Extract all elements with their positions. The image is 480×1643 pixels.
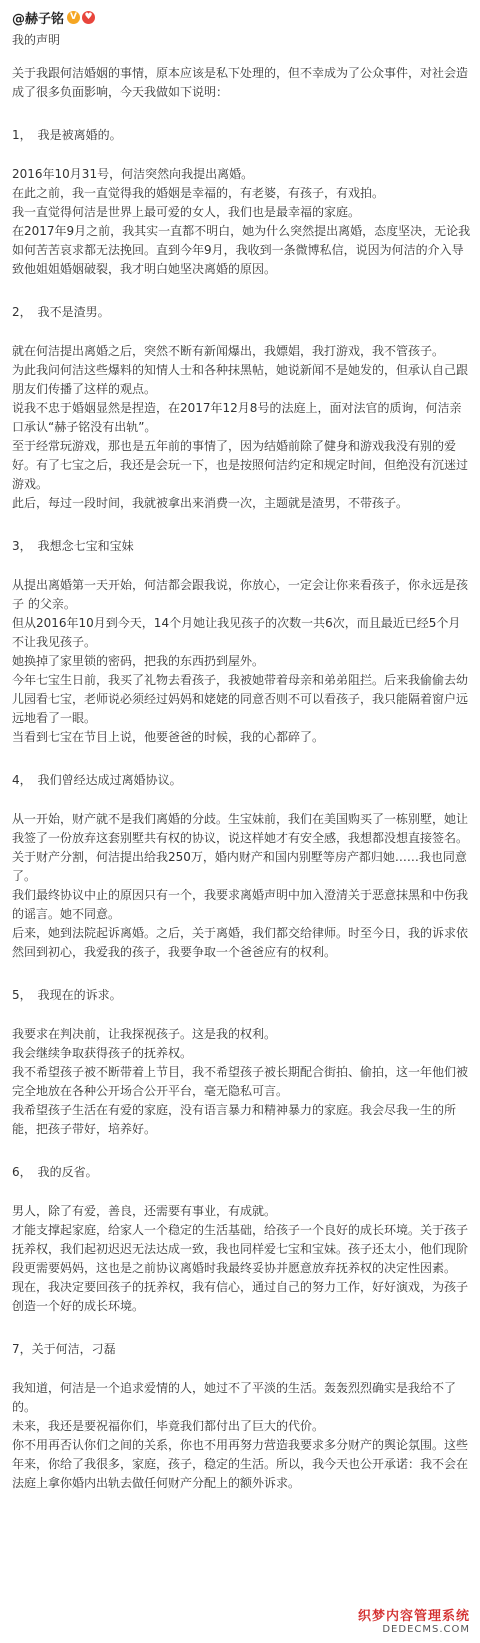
verified-v-icon: V [67,11,80,24]
s3-line: 但从2016年10月到今天，14个月她让我见孩子的次数一共6次，而且最近已经5个月不让我见孩子。 [12,616,461,649]
watermark-title: 织梦内容管理系统 [357,1609,470,1624]
s5-line: 我希望孩子生活在有爱的家庭，没有语言暴力和精神暴力的家庭。我会尽我一生的所能，把孩子带好，培养好。 [12,1103,457,1136]
section-1-title: 1， 我是被离婚的。 [12,128,122,142]
s3-line: 今年七宝生日前，我买了礼物去看孩子，我被她带着母亲和弟弟阻拦。后来我偷偷去幼儿园看七宝，老师说必须经过妈妈和姥姥的同意否则不可以看孩子，我只能隔着窗户远远地看了一眼。 [12,673,469,725]
section-4-title: 4， 我们曾经达成过离婚协议。 [12,773,182,787]
s5-line: 我会继续争取获得孩子的抚养权。 [12,1046,193,1060]
watermark-domain: DEDECMS.COM [382,1624,470,1635]
section-7-title: 7，关于何洁，刁磊 [12,1342,116,1356]
section-2-title: 2， 我不是渣男。 [12,305,110,319]
s2-line: 说我不忠于婚姻显然是捏造，在2017年12月8号的法庭上，面对法官的质询，何洁亲口承认“赫子铭没有出轨”。 [12,401,462,434]
site-watermark [354,1603,474,1637]
s2-line: 就在何洁提出离婚之后，突然不断有新闻爆出，我嫖娼，我打游戏，我不管孩子。 [12,344,445,358]
s2-line: 至于经常玩游戏，那也是五年前的事情了，因为结婚前除了健身和游戏我没有别的爱好。有了七宝之后，我还是会玩一下，也是按照何洁约定和规定时间，但绝没有沉迷过游戏。 [12,439,469,491]
s3-line: 当看到七宝在节目上说，他要爸爸的时候，我的心都碎了。 [12,730,325,744]
s7-line: 我知道，何洁是一个追求爱情的人，她过不了平淡的生活。轰轰烈烈确实是我给不了的。 [12,1381,457,1414]
post-subtitle: 我的声明 [12,33,61,47]
s7-line: 未来，我还是要祝福你们，毕竟我们都付出了巨大的代价。 [12,1419,325,1433]
author-name[interactable]: @赫子铭 [12,11,65,27]
section-5-title: 5， 我现在的诉求。 [12,988,122,1002]
post-header [12,4,472,30]
s1-line: 我一直觉得何洁是世界上最可爱的女人，我们也是最幸福的家庭。 [12,205,361,219]
s5-line: 我要求在判决前，让我探视孩子。这是我的权利。 [12,1027,277,1041]
s5-line: 我不希望孩子被不断带着上节目，我不希望孩子被长期配合街拍、偷拍，这一年他们被完全地放在各种公开场合公开平台，毫无隐私可言。 [12,1065,469,1098]
s1-line: 2016年10月31号，何洁突然向我提出离婚。 [12,167,254,181]
s1-line: 在2017年9月之前，我其实一直都不明白，她为什么突然提出离婚，态度坚决，无论我如何苦苦哀求都无法挽回。直到今年9月，我收到一条微博私信，说因为何洁的介入导致他姐姐婚姻破裂，我才明白她坚决离婚的原因。 [12,224,471,276]
s6-line: 现在，我决定要回孩子的抚养权，我有信心，通过自己的努力工作，好好演戏，为孩子创造一个好的成长环境。 [12,1280,469,1313]
s2-line: 此后，每过一段时间，我就被拿出来消费一次，主题就是渣男，不带孩子。 [12,496,409,510]
s4-line: 从一开始，财产就不是我们离婚的分歧。生宝妹前，我们在美国购买了一栋别墅，她让我签了一份放弃这套别墅共有权的协议，说这样她才有安全感，我想都没想直接签名。关于财产分割，何洁提出给我250万，婚内财产和国内别墅等房产都归她……我也同意了。 [12,812,469,883]
section-6-title: 6， 我的反省。 [12,1165,98,1179]
section-3-title: 3， 我想念七宝和宝妹 [12,539,134,553]
s3-line: 她换掉了家里锁的密码，把我的东西扔到屋外。 [12,654,265,668]
post-body [12,64,472,1493]
s6-line: 男人，除了有爱，善良，还需要有事业，有成就。 [12,1204,277,1218]
s7-line: 你不用再否认你们之间的关系，你也不用再努力营造我要求多分财产的舆论氛围。这些年来，你给了我很多，家庭，孩子，稳定的生活。所以，我今天也公开承诺：我不会在法庭上拿你婚内出轨去做任何财产分配上的额外诉求。 [12,1438,469,1490]
s4-line: 后来，她到法院起诉离婚。之后，关于离婚，我们都交给律师。时至今日，我的诉求依然回到初心，我爱我的孩子，我要争取一个爸爸应有的权利。 [12,926,469,959]
s3-line: 从提出离婚第一天开始，何洁都会跟我说，你放心，一定会让你来看孩子，你永远是孩子 的父亲。 [12,578,469,611]
intro-paragraph: 关于我跟何洁婚姻的事情，原本应该是私下处理的，但不幸成为了公众事件，对社会造成了很多负面影响，今天我做如下说明： [12,66,469,99]
s4-line: 我们最终协议中止的原因只有一个，我要求离婚声明中加入澄清关于恶意抹黑和中伤我的谣言。她不同意。 [12,888,469,921]
s1-line: 在此之前，我一直觉得我的婚姻是幸福的，有老婆，有孩子，有戏拍。 [12,186,385,200]
member-heart-icon: ♥ [82,11,95,24]
s6-line: 才能支撑起家庭，给家人一个稳定的生活基础，给孩子一个良好的成长环境。关于孩子抚养权，我们起初迟迟无法达成一致，我也同样爱七宝和宝妹。孩子还太小，他们现阶段更需要妈妈，这也是之前协议离婚时我最终妥协并愿意放弃抚养权的决定性因素。 [12,1223,469,1275]
s2-line: 为此我问何洁这些爆料的知情人士和各种抹黑帖，她说新闻不是她发的，但承认自己跟朋友们传播了这样的观点。 [12,363,469,396]
